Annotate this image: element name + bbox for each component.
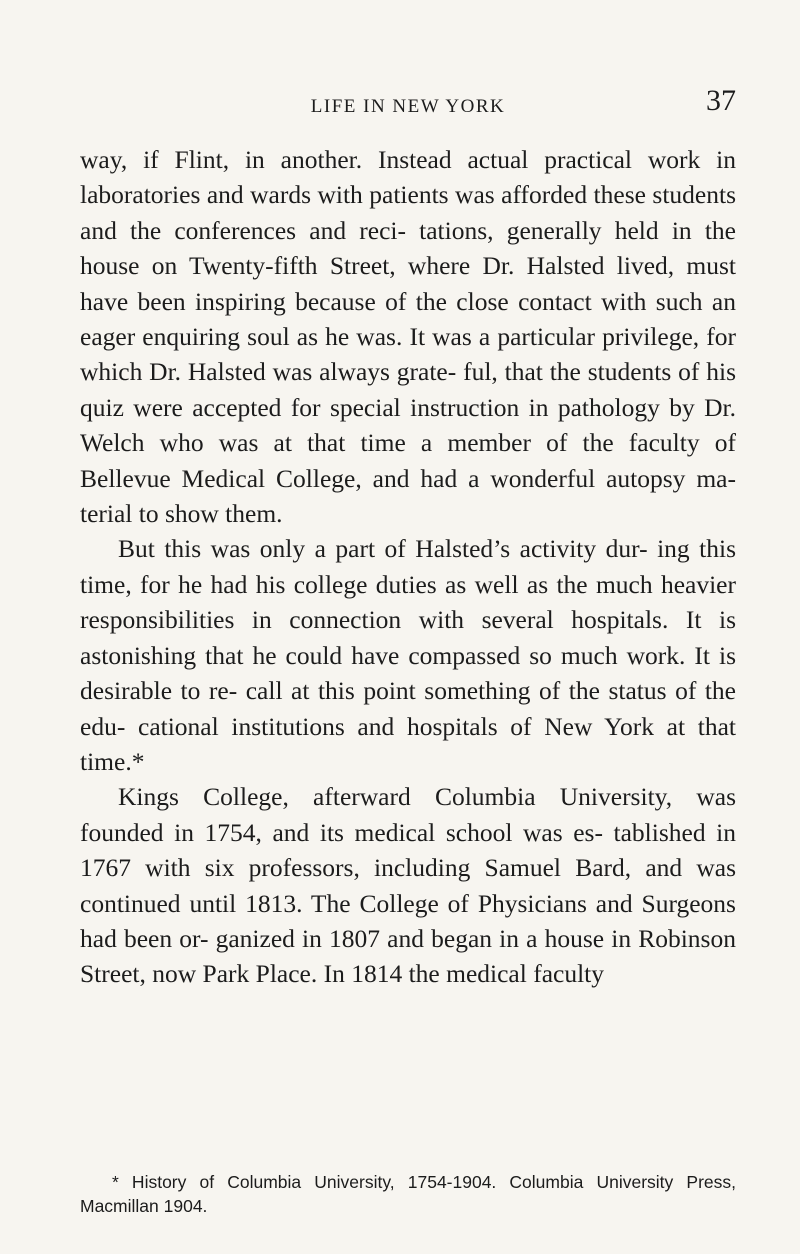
running-title: LIFE IN NEW YORK: [310, 96, 506, 117]
paragraph-kings-college: Kings College, afterward Columbia University, was founded in 1754, and its medical school was es- tablished in 1767 with six professors, including Samuel Bard, and was continued until 1813. The College of Physicians and Surgeons had been or- ganized in 1807 and began in a house in Robinson Street, now Park Place. In 1814 the medical faculty: [80, 782, 736, 989]
paragraph-continued: way, if Flint, in another. Instead actual practical work in laboratories and wards with patients was afforded these students and the conferences and reci- tations, generally held in the house on Twenty-fifth Street, where Dr. Halsted lived, must have been inspiring because of the close contact with such an eager enquiring soul as he was. It was a particular privilege, for which Dr. Halsted was always grate- ful, that the students of his quiz were accepted for special instruction in pathology by Dr. Welch who was at that time a member of the faculty of Bellevue Medical College, and had a wonderful autopsy ma- terial to show them.: [80, 145, 736, 529]
paragraph-halsted-activity: But this was only a part of Halsted’s activity dur- ing this time, for he had his college duties as well as the much heavier responsibilities in connection with several hospitals. It is astonishing that he could have compassed so much work. It is desirable to re- call at this point something of the status of the edu- cational institutions and hospitals of New York at that time.*: [80, 534, 736, 776]
page-number: 37: [706, 84, 736, 117]
running-head: [80, 84, 736, 128]
body-text: [80, 142, 736, 992]
footnote: * History of Columbia University, 1754-1904. Columbia University Press, Macmillan 1904.: [80, 1172, 736, 1216]
